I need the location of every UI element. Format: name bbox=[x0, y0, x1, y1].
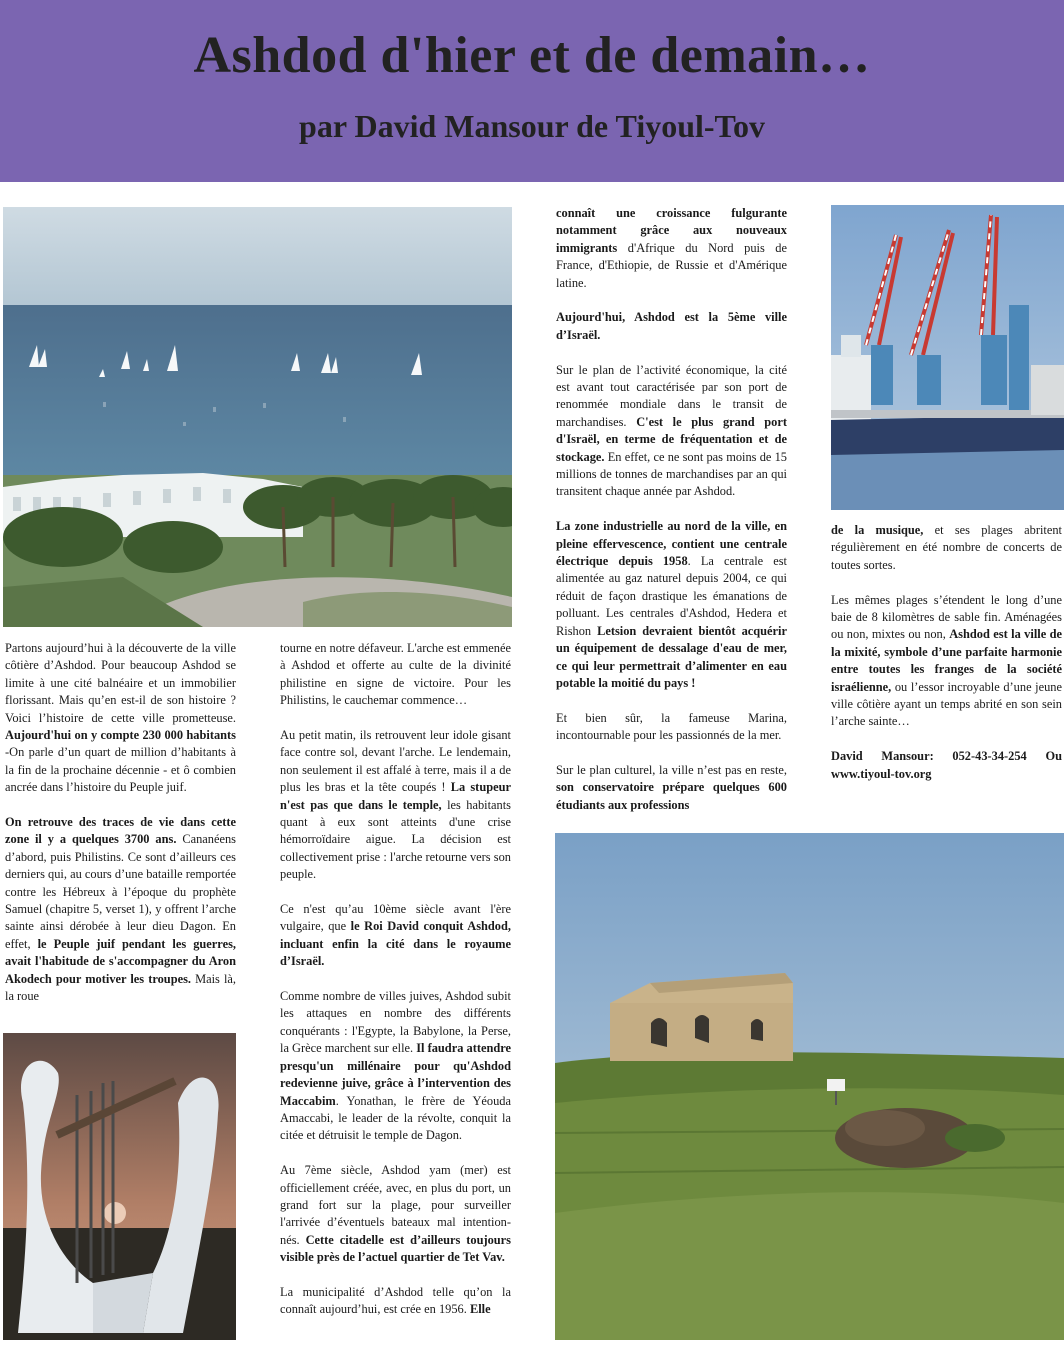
text-run: Au 7ème siècle, Ashdod yam (mer) est officiellement créée, avec, en plus du port, un grand fort sur la plage, pour surveiller l'arrivée d’éventuels bateaux mal intention-nés. bbox=[280, 1163, 511, 1247]
article-column-2 bbox=[280, 640, 511, 1319]
text-run: tourne en notre défaveur. L'arche est emmenée à Ashdod et offerte au culte de la divinité philistine en signe de victoire. Pour les Philistins, le cauchemar commence… bbox=[280, 641, 511, 708]
text-run: Ce n'est qu’au 10ème siècle avant l'ère vulgaire, que bbox=[280, 902, 511, 934]
bold-text-run: C'est le plus grand port d'Israël, en terme de fréquentation et de stockage. bbox=[556, 414, 787, 464]
article-paragraph bbox=[556, 710, 787, 745]
text-run: Au petit matin, ils retrouvent leur idole gisant face contre sol, devant l'arche. Le lendemain, non seulement il est affalé à terre, mais il a de plus les bras et la tête coupés ! bbox=[280, 728, 511, 795]
harp-sculpture-photo bbox=[3, 1033, 236, 1340]
bold-text-run: connaît une croissance fulgurante notamment grâce aux nouveaux immigrants bbox=[556, 206, 787, 255]
text-run: Sur le plan de l’activité économique, la cité est avant tout caractérisée par son port de renommée mondiale dans le transit de marchandises. bbox=[556, 362, 787, 429]
seaside-town-photo bbox=[3, 207, 512, 627]
article-paragraph bbox=[280, 901, 511, 971]
text-run: En effet, ce ne sont pas moins de 15 millions de tonnes de marchandises par an qui transitent chaque année par Ashdod. bbox=[556, 449, 787, 499]
article-paragraph bbox=[831, 522, 1062, 574]
bold-text-run: Il faudra attendre presqu'un millénaire pour qu'Ashdod redevienne juive, grâce à l’intervention des Maccabim bbox=[280, 1041, 511, 1108]
text-run: Comme nombre de villes juives, Ashdod subit les attaques en nombre des différents conquérants : l'Egypte, la Babylone, la Perse, la Grèce marchent sur elle. bbox=[280, 989, 511, 1056]
text-run: Partons aujourd’hui à la découverte de la ville côtière d’Ashdod. Pour beaucoup Ashdod se limite à une cité balnéaire et un immobilier florissant. Mais qu’en est-il de son histoire ? Voici l’histoire de cette ville prometteuse. bbox=[5, 641, 236, 725]
text-run: Les mêmes plages s’étendent le long d’une baie de 8 kilomètres de sable fin. Aménagées ou non, mixtes ou non, bbox=[831, 592, 1062, 642]
bold-text-run: Ashdod est la ville de la mixité, symbole d’une parfaite harmonie entre toutes les franges de la société israélienne, bbox=[831, 627, 1062, 694]
bold-text-run: son conservatoire prépare quelques 600 étudiants aux professions bbox=[556, 780, 787, 812]
article-paragraph bbox=[280, 640, 511, 710]
text-run: Sur le plan culturel, la ville n’est pas en reste, bbox=[556, 762, 787, 777]
article-column-3 bbox=[556, 205, 787, 814]
text-run: d'Afrique du Nord puis de France, d'Ethiopie, de Russie et d'Amérique latine. bbox=[556, 240, 787, 290]
bold-text-run: La stupeur n'est pas que dans le temple, bbox=[280, 780, 511, 812]
article-paragraph bbox=[556, 205, 787, 292]
bold-text-run: de la musique, bbox=[831, 523, 924, 537]
bold-text-run: On retrouve des traces de vie dans cette zone il y a quelques 3700 ans. bbox=[5, 815, 236, 847]
article-paragraph bbox=[556, 362, 787, 501]
article-column-1 bbox=[5, 640, 236, 1006]
article-paragraph bbox=[280, 988, 511, 1145]
article-paragraph bbox=[5, 640, 236, 797]
bold-text-run: La zone industrielle au nord de la ville, en pleine effervescence, contient une centrale électrique depuis 1958 bbox=[556, 519, 787, 569]
text-run: Cananéens d’abord, puis Philistins. Ce sont d’ailleurs ces derniers qui, au cours d’une bataille remportée contre les Hébreux à l’époque du prophète Samuel (chapitre 5, verset 1), y offrent l’arche sainte ainsi dérobée à leur dieu Dagon. En effet, bbox=[5, 832, 236, 951]
text-run: ou l’essor incroyable d’une jeune ville côtière ayant un temps abrité en son sein l’arche sainte… bbox=[831, 679, 1062, 729]
article-paragraph bbox=[556, 309, 787, 344]
article-paragraph bbox=[831, 592, 1062, 731]
bold-text-run: le Roi David conquit Ashdod, incluant enfin la cité dans le royaume d’Israël. bbox=[280, 919, 511, 969]
header-banner bbox=[0, 0, 1064, 182]
text-run: Et bien sûr, la fameuse Marina, incontournable pour les passionnés de la mer. bbox=[556, 710, 787, 743]
article-byline: par David Mansour de Tiyoul-Tov bbox=[299, 108, 765, 144]
bold-text-run: Aujourd'hui on y compte 230 000 habitants bbox=[5, 728, 236, 743]
article-column-4 bbox=[831, 522, 1062, 783]
beach-view-photo bbox=[3, 207, 512, 627]
text-run: les habitants quant à eux sont atteints d'une crise hémorroïdaire aigue. La décision est collectivement prise : l'arche retourne vers son peuple. bbox=[280, 797, 511, 882]
citadel-ruins-photo bbox=[555, 833, 1064, 1340]
text-run: -On parle d’un quart de million d’habitants à la fin de la prochaine décennie - et ô combien ancrée dans l’histoire du Peuple juif. bbox=[5, 745, 236, 795]
article-paragraph bbox=[831, 748, 1062, 783]
port-cranes-photo bbox=[831, 205, 1064, 510]
text-run: La municipalité d’Ashdod telle qu’on la connaît aujourd’hui, est crée en 1956. bbox=[280, 1284, 511, 1317]
article-paragraph bbox=[5, 814, 236, 1005]
harbor-cranes-photo bbox=[831, 205, 1064, 510]
text-run: Mais là, la roue bbox=[5, 971, 236, 1004]
article-title: Ashdod d'hier et de demain… bbox=[193, 27, 871, 84]
article-paragraph bbox=[280, 1162, 511, 1266]
ruined-fortress-photo bbox=[555, 833, 1064, 1340]
bold-text-run: Cette citadelle est d’ailleurs toujours visible près de l’actuel quartier de Tet Vav. bbox=[280, 1232, 512, 1265]
text-run: et ses plages abritent régulièrement en été nombre de concerts de toutes sortes. bbox=[831, 523, 1062, 572]
harp-sculpture-photo bbox=[3, 1033, 236, 1340]
article-paragraph bbox=[556, 518, 787, 692]
bold-text-run: Aujourd'hui, Ashdod est la 5ème ville d’Israël. bbox=[556, 310, 787, 342]
bold-text-run: Letsion devraient bientôt acquérir un équipement de dessalage d'eau de mer, ce qui leur permettrait d’alimenter en eau potable la moitié du pays ! bbox=[556, 623, 787, 690]
article-paragraph bbox=[280, 727, 511, 884]
bold-text-run: David Mansour: 052-43-34-254 Ou www.tiyoul-tov.org bbox=[831, 749, 1062, 781]
article-paragraph bbox=[280, 1284, 511, 1319]
article-paragraph bbox=[556, 762, 787, 814]
text-run: . La centrale est alimentée au gaz naturel depuis 2004, ce qui réduit de façon drastique les émanations de polluant. Les centrales d'Ashdod, Hedera et Rishon bbox=[556, 554, 787, 638]
bold-text-run: le Peuple juif pendant les guerres, avait l'habitude de s'accompagner du Aron Akodech pour motiver les troupes. bbox=[5, 936, 236, 986]
text-run: . Yonathan, le frère de Yéouda Amaccabi, le leader de la révolte, conquit la citée et détruisit le temple de Dagon. bbox=[280, 1093, 511, 1143]
bold-text-run: Elle bbox=[469, 1302, 491, 1317]
